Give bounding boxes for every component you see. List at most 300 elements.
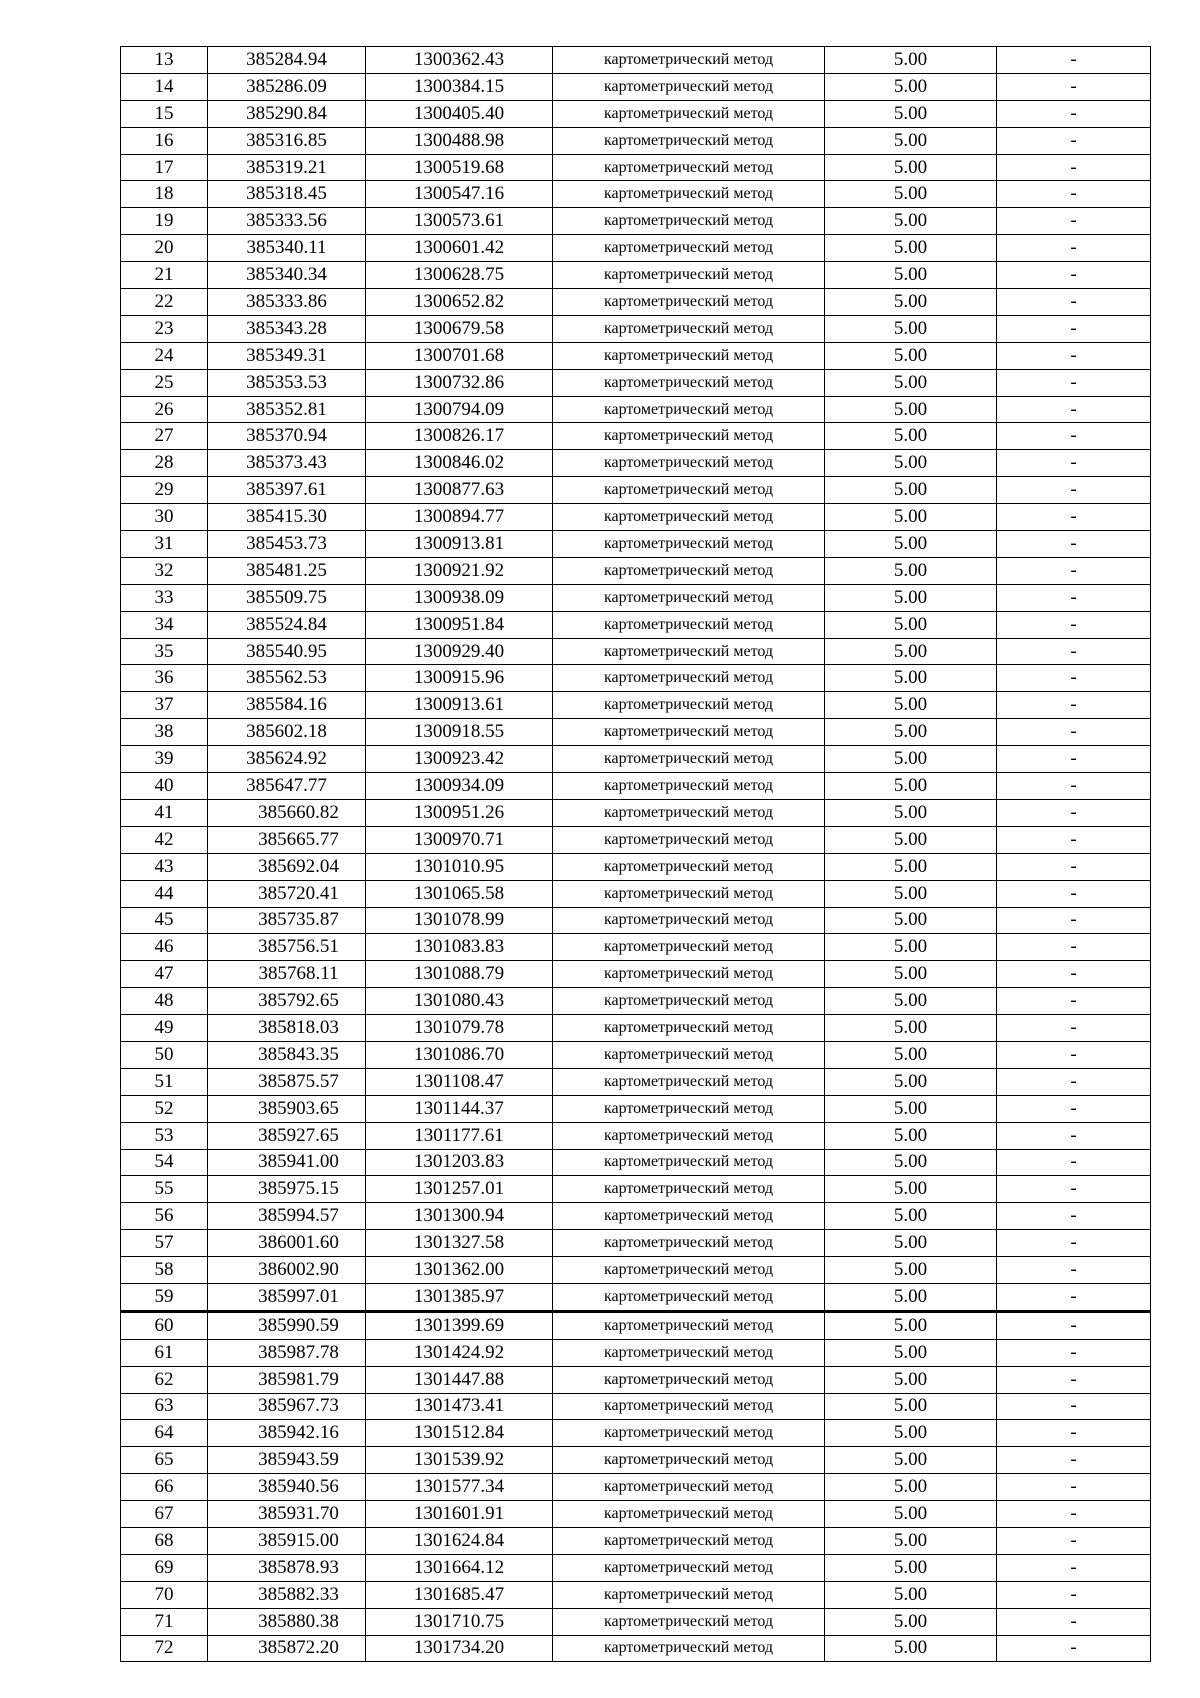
accuracy-cell: 5.00 [825,557,997,584]
x-coordinate-cell: 385665.77 [208,826,366,853]
y-coordinate-cell: 1300934.09 [366,773,553,800]
x-coordinate-cell: 385318.45 [208,181,366,208]
y-coordinate-cell: 1300701.68 [366,342,553,369]
accuracy-cell: 5.00 [825,1527,997,1554]
table-row [121,1068,1151,1095]
description-cell: - [997,773,1151,800]
table-row [121,746,1151,773]
x-coordinate-cell: 385878.93 [208,1554,366,1581]
description-cell: - [997,181,1151,208]
y-coordinate-cell: 1300929.40 [366,638,553,665]
y-coordinate-cell: 1300913.61 [366,692,553,719]
table-row [121,1474,1151,1501]
description-cell: - [997,127,1151,154]
x-coordinate-cell: 385540.95 [208,638,366,665]
description-cell: - [997,934,1151,961]
description-cell: - [997,988,1151,1015]
description-cell: - [997,1068,1151,1095]
accuracy-cell: 5.00 [825,450,997,477]
table-row [121,584,1151,611]
table-row [121,1283,1151,1311]
method-cell: картометрический метод [553,47,825,74]
x-coordinate-cell: 386001.60 [208,1230,366,1257]
point-number-cell: 70 [121,1581,208,1608]
accuracy-cell: 5.00 [825,531,997,558]
method-cell: картометрический метод [553,799,825,826]
method-cell: картометрический метод [553,450,825,477]
x-coordinate-cell: 385756.51 [208,934,366,961]
description-cell: - [997,1366,1151,1393]
method-cell: картометрический метод [553,1230,825,1257]
description-cell: - [997,342,1151,369]
point-number-cell: 63 [121,1393,208,1420]
method-cell: картометрический метод [553,73,825,100]
y-coordinate-cell: 1300951.84 [366,611,553,638]
x-coordinate-cell: 385340.34 [208,262,366,289]
description-cell: - [997,504,1151,531]
x-coordinate-cell: 385927.65 [208,1122,366,1149]
point-number-cell: 56 [121,1203,208,1230]
method-cell: картометрический метод [553,1339,825,1366]
table-row [121,1608,1151,1635]
accuracy-cell: 5.00 [825,1339,997,1366]
y-coordinate-cell: 1301010.95 [366,853,553,880]
accuracy-cell: 5.00 [825,342,997,369]
x-coordinate-cell: 385397.61 [208,477,366,504]
point-number-cell: 49 [121,1015,208,1042]
point-number-cell: 50 [121,1041,208,1068]
point-number-cell: 26 [121,396,208,423]
method-cell: картометрический метод [553,665,825,692]
y-coordinate-cell: 1300652.82 [366,289,553,316]
x-coordinate-cell: 385792.65 [208,988,366,1015]
accuracy-cell: 5.00 [825,181,997,208]
table-row [121,934,1151,961]
accuracy-cell: 5.00 [825,1581,997,1608]
method-cell: картометрический метод [553,853,825,880]
table-row [121,181,1151,208]
description-cell: - [997,1527,1151,1554]
x-coordinate-cell: 385370.94 [208,423,366,450]
description-cell: - [997,47,1151,74]
point-number-cell: 28 [121,450,208,477]
method-cell: картометрический метод [553,100,825,127]
table-row [121,719,1151,746]
point-number-cell: 69 [121,1554,208,1581]
description-cell: - [997,1339,1151,1366]
table-row [121,73,1151,100]
method-cell: картометрический метод [553,1095,825,1122]
y-coordinate-cell: 1300970.71 [366,826,553,853]
accuracy-cell: 5.00 [825,1447,997,1474]
y-coordinate-cell: 1301473.41 [366,1393,553,1420]
accuracy-cell: 5.00 [825,1635,997,1662]
accuracy-cell: 5.00 [825,1176,997,1203]
accuracy-cell: 5.00 [825,1203,997,1230]
y-coordinate-cell: 1301447.88 [366,1366,553,1393]
y-coordinate-cell: 1300918.55 [366,719,553,746]
x-coordinate-cell: 385316.85 [208,127,366,154]
accuracy-cell: 5.00 [825,880,997,907]
description-cell: - [997,1581,1151,1608]
y-coordinate-cell: 1301539.92 [366,1447,553,1474]
point-number-cell: 71 [121,1608,208,1635]
method-cell: картометрический метод [553,396,825,423]
x-coordinate-cell: 385453.73 [208,531,366,558]
method-cell: картометрический метод [553,934,825,961]
x-coordinate-cell: 385987.78 [208,1339,366,1366]
table-row [121,665,1151,692]
method-cell: картометрический метод [553,1474,825,1501]
y-coordinate-cell: 1300573.61 [366,208,553,235]
table-row [121,235,1151,262]
x-coordinate-cell: 385562.53 [208,665,366,692]
x-coordinate-cell: 385997.01 [208,1283,366,1311]
accuracy-cell: 5.00 [825,1474,997,1501]
x-coordinate-cell: 385340.11 [208,235,366,262]
x-coordinate-cell: 385319.21 [208,154,366,181]
point-number-cell: 34 [121,611,208,638]
point-number-cell: 53 [121,1122,208,1149]
accuracy-cell: 5.00 [825,907,997,934]
x-coordinate-cell: 385941.00 [208,1149,366,1176]
description-cell: - [997,450,1151,477]
x-coordinate-cell: 385768.11 [208,961,366,988]
table-row [121,477,1151,504]
x-coordinate-cell: 385352.81 [208,396,366,423]
accuracy-cell: 5.00 [825,1230,997,1257]
x-coordinate-cell: 385624.92 [208,746,366,773]
x-coordinate-cell: 385872.20 [208,1635,366,1662]
method-cell: картометрический метод [553,1068,825,1095]
method-cell: картометрический метод [553,638,825,665]
description-cell: - [997,208,1151,235]
y-coordinate-cell: 1301577.34 [366,1474,553,1501]
y-coordinate-cell: 1300894.77 [366,504,553,531]
x-coordinate-cell: 385967.73 [208,1393,366,1420]
table-row [121,611,1151,638]
method-cell: картометрический метод [553,907,825,934]
x-coordinate-cell: 385990.59 [208,1311,366,1339]
method-cell: картометрический метод [553,1393,825,1420]
accuracy-cell: 5.00 [825,1608,997,1635]
table-row [121,1501,1151,1528]
table-row [121,1420,1151,1447]
method-cell: картометрический метод [553,1257,825,1284]
x-coordinate-cell: 385343.28 [208,315,366,342]
method-cell: картометрический метод [553,1122,825,1149]
y-coordinate-cell: 1300923.42 [366,746,553,773]
y-coordinate-cell: 1301078.99 [366,907,553,934]
method-cell: картометрический метод [553,826,825,853]
y-coordinate-cell: 1301664.12 [366,1554,553,1581]
accuracy-cell: 5.00 [825,1420,997,1447]
point-number-cell: 44 [121,880,208,907]
x-coordinate-cell: 385875.57 [208,1068,366,1095]
table-row [121,826,1151,853]
x-coordinate-cell: 385931.70 [208,1501,366,1528]
description-cell: - [997,369,1151,396]
accuracy-cell: 5.00 [825,692,997,719]
x-coordinate-cell: 385333.56 [208,208,366,235]
description-cell: - [997,1230,1151,1257]
point-number-cell: 52 [121,1095,208,1122]
y-coordinate-cell: 1301177.61 [366,1122,553,1149]
y-coordinate-cell: 1300519.68 [366,154,553,181]
point-number-cell: 29 [121,477,208,504]
table-row [121,1311,1151,1339]
point-number-cell: 67 [121,1501,208,1528]
point-number-cell: 65 [121,1447,208,1474]
table-row [121,154,1151,181]
y-coordinate-cell: 1301424.92 [366,1339,553,1366]
x-coordinate-cell: 385509.75 [208,584,366,611]
table-row [121,1257,1151,1284]
accuracy-cell: 5.00 [825,584,997,611]
table-row [121,369,1151,396]
description-cell: - [997,154,1151,181]
description-cell: - [997,1554,1151,1581]
x-coordinate-cell: 385994.57 [208,1203,366,1230]
coordinates-table-body [121,47,1151,1662]
description-cell: - [997,100,1151,127]
accuracy-cell: 5.00 [825,47,997,74]
accuracy-cell: 5.00 [825,1149,997,1176]
accuracy-cell: 5.00 [825,154,997,181]
y-coordinate-cell: 1301108.47 [366,1068,553,1095]
accuracy-cell: 5.00 [825,988,997,1015]
point-number-cell: 23 [121,315,208,342]
table-row [121,1366,1151,1393]
point-number-cell: 72 [121,1635,208,1662]
description-cell: - [997,1447,1151,1474]
point-number-cell: 55 [121,1176,208,1203]
description-cell: - [997,557,1151,584]
point-number-cell: 38 [121,719,208,746]
y-coordinate-cell: 1300921.92 [366,557,553,584]
description-cell: - [997,1393,1151,1420]
point-number-cell: 39 [121,746,208,773]
table-row [121,1339,1151,1366]
point-number-cell: 36 [121,665,208,692]
point-number-cell: 54 [121,1149,208,1176]
point-number-cell: 57 [121,1230,208,1257]
accuracy-cell: 5.00 [825,611,997,638]
y-coordinate-cell: 1301385.97 [366,1283,553,1311]
table-row [121,531,1151,558]
description-cell: - [997,1420,1151,1447]
description-cell: - [997,1283,1151,1311]
method-cell: картометрический метод [553,773,825,800]
accuracy-cell: 5.00 [825,1366,997,1393]
method-cell: картометрический метод [553,1635,825,1662]
accuracy-cell: 5.00 [825,1554,997,1581]
point-number-cell: 21 [121,262,208,289]
y-coordinate-cell: 1301734.20 [366,1635,553,1662]
y-coordinate-cell: 1300384.15 [366,73,553,100]
table-row [121,1203,1151,1230]
point-number-cell: 68 [121,1527,208,1554]
y-coordinate-cell: 1301088.79 [366,961,553,988]
description-cell: - [997,799,1151,826]
x-coordinate-cell: 385415.30 [208,504,366,531]
accuracy-cell: 5.00 [825,235,997,262]
point-number-cell: 41 [121,799,208,826]
method-cell: картометрический метод [553,961,825,988]
point-number-cell: 48 [121,988,208,1015]
description-cell: - [997,1608,1151,1635]
y-coordinate-cell: 1301203.83 [366,1149,553,1176]
method-cell: картометрический метод [553,719,825,746]
description-cell: - [997,1203,1151,1230]
accuracy-cell: 5.00 [825,1257,997,1284]
description-cell: - [997,1257,1151,1284]
x-coordinate-cell: 385943.59 [208,1447,366,1474]
y-coordinate-cell: 1300547.16 [366,181,553,208]
y-coordinate-cell: 1300846.02 [366,450,553,477]
table-row [121,1149,1151,1176]
description-cell: - [997,1176,1151,1203]
point-number-cell: 51 [121,1068,208,1095]
accuracy-cell: 5.00 [825,961,997,988]
y-coordinate-cell: 1300362.43 [366,47,553,74]
y-coordinate-cell: 1301257.01 [366,1176,553,1203]
method-cell: картометрический метод [553,477,825,504]
table-row [121,638,1151,665]
y-coordinate-cell: 1301685.47 [366,1581,553,1608]
accuracy-cell: 5.00 [825,1068,997,1095]
method-cell: картометрический метод [553,1581,825,1608]
description-cell: - [997,692,1151,719]
method-cell: картометрический метод [553,423,825,450]
description-cell: - [997,315,1151,342]
description-cell: - [997,826,1151,853]
y-coordinate-cell: 1300628.75 [366,262,553,289]
method-cell: картометрический метод [553,584,825,611]
description-cell: - [997,1122,1151,1149]
table-row [121,961,1151,988]
accuracy-cell: 5.00 [825,423,997,450]
point-number-cell: 30 [121,504,208,531]
y-coordinate-cell: 1301710.75 [366,1608,553,1635]
x-coordinate-cell: 385660.82 [208,799,366,826]
y-coordinate-cell: 1301086.70 [366,1041,553,1068]
point-number-cell: 31 [121,531,208,558]
description-cell: - [997,1501,1151,1528]
description-cell: - [997,1095,1151,1122]
x-coordinate-cell: 385584.16 [208,692,366,719]
y-coordinate-cell: 1301624.84 [366,1527,553,1554]
description-cell: - [997,638,1151,665]
method-cell: картометрический метод [553,208,825,235]
method-cell: картометрический метод [553,369,825,396]
method-cell: картометрический метод [553,746,825,773]
accuracy-cell: 5.00 [825,1095,997,1122]
y-coordinate-cell: 1300732.86 [366,369,553,396]
x-coordinate-cell: 385720.41 [208,880,366,907]
x-coordinate-cell: 386002.90 [208,1257,366,1284]
y-coordinate-cell: 1300794.09 [366,396,553,423]
accuracy-cell: 5.00 [825,369,997,396]
x-coordinate-cell: 385975.15 [208,1176,366,1203]
accuracy-cell: 5.00 [825,853,997,880]
y-coordinate-cell: 1301144.37 [366,1095,553,1122]
x-coordinate-cell: 385735.87 [208,907,366,934]
coordinates-table [120,46,1151,1662]
description-cell: - [997,584,1151,611]
x-coordinate-cell: 385481.25 [208,557,366,584]
method-cell: картометрический метод [553,1527,825,1554]
accuracy-cell: 5.00 [825,396,997,423]
y-coordinate-cell: 1300826.17 [366,423,553,450]
point-number-cell: 35 [121,638,208,665]
method-cell: картометрический метод [553,1420,825,1447]
x-coordinate-cell: 385981.79 [208,1366,366,1393]
y-coordinate-cell: 1301327.58 [366,1230,553,1257]
description-cell: - [997,73,1151,100]
x-coordinate-cell: 385290.84 [208,100,366,127]
description-cell: - [997,853,1151,880]
point-number-cell: 59 [121,1283,208,1311]
method-cell: картометрический метод [553,181,825,208]
y-coordinate-cell: 1301512.84 [366,1420,553,1447]
table-row [121,1393,1151,1420]
point-number-cell: 40 [121,773,208,800]
accuracy-cell: 5.00 [825,208,997,235]
point-number-cell: 62 [121,1366,208,1393]
table-row [121,988,1151,1015]
description-cell: - [997,235,1151,262]
method-cell: картометрический метод [553,127,825,154]
method-cell: картометрический метод [553,1608,825,1635]
description-cell: - [997,611,1151,638]
accuracy-cell: 5.00 [825,1311,997,1339]
description-cell: - [997,396,1151,423]
accuracy-cell: 5.00 [825,73,997,100]
y-coordinate-cell: 1300915.96 [366,665,553,692]
point-number-cell: 47 [121,961,208,988]
table-row [121,100,1151,127]
point-number-cell: 60 [121,1311,208,1339]
table-row [121,504,1151,531]
method-cell: картометрический метод [553,262,825,289]
method-cell: картометрический метод [553,504,825,531]
method-cell: картометрический метод [553,1447,825,1474]
method-cell: картометрический метод [553,1366,825,1393]
method-cell: картометрический метод [553,342,825,369]
method-cell: картометрический метод [553,1501,825,1528]
method-cell: картометрический метод [553,1311,825,1339]
table-row [121,1447,1151,1474]
table-row [121,1527,1151,1554]
accuracy-cell: 5.00 [825,315,997,342]
point-number-cell: 37 [121,692,208,719]
table-row [121,907,1151,934]
accuracy-cell: 5.00 [825,504,997,531]
point-number-cell: 19 [121,208,208,235]
method-cell: картометрический метод [553,154,825,181]
method-cell: картометрический метод [553,1283,825,1311]
point-number-cell: 13 [121,47,208,74]
accuracy-cell: 5.00 [825,1501,997,1528]
accuracy-cell: 5.00 [825,1041,997,1068]
description-cell: - [997,746,1151,773]
accuracy-cell: 5.00 [825,773,997,800]
description-cell: - [997,719,1151,746]
table-row [121,1635,1151,1662]
method-cell: картометрический метод [553,557,825,584]
x-coordinate-cell: 385284.94 [208,47,366,74]
